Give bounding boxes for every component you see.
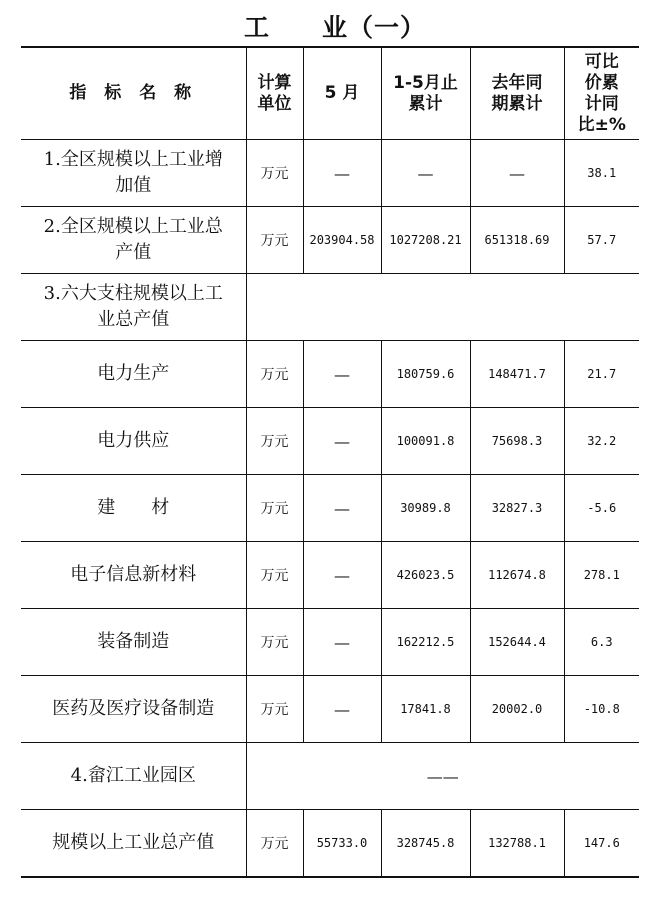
row-name: 电力供应 [21, 408, 246, 475]
table-row [21, 810, 639, 878]
row-name: 4.畲江工业园区 [21, 743, 246, 810]
table-row [21, 341, 639, 408]
row-name: 3.六大支柱规模以上工 业总产值 [21, 274, 246, 341]
row-ytd: 180759.6 [381, 341, 470, 408]
table-row [21, 475, 639, 542]
row-last-ytd: 132788.1 [470, 810, 564, 878]
row-may: 203904.58 [303, 207, 381, 274]
row-ytd: 100091.8 [381, 408, 470, 475]
industry-table [21, 46, 639, 878]
row-unit: 万元 [246, 542, 303, 609]
row-pct: 38.1 [564, 140, 639, 207]
row-merged-dash: —— [246, 743, 639, 810]
table-row [21, 408, 639, 475]
row-unit: 万元 [246, 810, 303, 878]
row-name: 1.全区规模以上工业增 加值 [21, 140, 246, 207]
header-row [21, 47, 639, 140]
table-row [21, 609, 639, 676]
row-may: — [303, 140, 381, 207]
row-ytd: 162212.5 [381, 609, 470, 676]
row-unit: 万元 [246, 676, 303, 743]
row-unit: 万元 [246, 609, 303, 676]
row-unit: 万元 [246, 140, 303, 207]
row-may: — [303, 475, 381, 542]
row-name: 装备制造 [21, 609, 246, 676]
row-last-ytd: 148471.7 [470, 341, 564, 408]
table-row [21, 542, 639, 609]
row-pct: 32.2 [564, 408, 639, 475]
row-ytd: 30989.8 [381, 475, 470, 542]
row-last-ytd: 32827.3 [470, 475, 564, 542]
header-yoy-pct: 可比 价累 计同 比±% [564, 47, 639, 140]
row-ytd: 17841.8 [381, 676, 470, 743]
header-unit: 计算 单位 [246, 47, 303, 140]
row-ytd: 426023.5 [381, 542, 470, 609]
row-unit: 万元 [246, 341, 303, 408]
row-may: — [303, 676, 381, 743]
row-last-ytd: 75698.3 [470, 408, 564, 475]
row-empty-span [246, 274, 639, 341]
row-unit: 万元 [246, 207, 303, 274]
row-unit: 万元 [246, 475, 303, 542]
row-last-ytd: 112674.8 [470, 542, 564, 609]
row-pct: 147.6 [564, 810, 639, 878]
row-pct: 6.3 [564, 609, 639, 676]
table-row [21, 676, 639, 743]
row-name: 电力生产 [21, 341, 246, 408]
header-ytd: 1-5月止 累计 [381, 47, 470, 140]
table-row [21, 743, 639, 810]
row-last-ytd: 152644.4 [470, 609, 564, 676]
row-may: — [303, 609, 381, 676]
row-ytd: 328745.8 [381, 810, 470, 878]
row-may: — [303, 542, 381, 609]
row-name: 电子信息新材料 [21, 542, 246, 609]
row-name: 医药及医疗设备制造 [21, 676, 246, 743]
page-title: 工 业（一） [243, 13, 426, 42]
row-name: 规模以上工业总产值 [21, 810, 246, 878]
row-pct: 278.1 [564, 542, 639, 609]
header-last-year-ytd: 去年同 期累计 [470, 47, 564, 140]
row-last-ytd: — [470, 140, 564, 207]
row-may: — [303, 408, 381, 475]
table-row [21, 140, 639, 207]
row-ytd: 1027208.21 [381, 207, 470, 274]
header-may: 5 月 [303, 47, 381, 140]
row-pct: 57.7 [564, 207, 639, 274]
row-ytd: — [381, 140, 470, 207]
row-pct: -10.8 [564, 676, 639, 743]
table-row [21, 207, 639, 274]
row-pct: 21.7 [564, 341, 639, 408]
row-name: 2.全区规模以上工业总 产值 [21, 207, 246, 274]
row-pct: -5.6 [564, 475, 639, 542]
row-last-ytd: 20002.0 [470, 676, 564, 743]
row-last-ytd: 651318.69 [470, 207, 564, 274]
row-may: 55733.0 [303, 810, 381, 878]
table-row [21, 274, 639, 341]
row-name: 建 材 [21, 475, 246, 542]
header-indicator-name: 指 标 名 称 [21, 47, 246, 140]
row-may: — [303, 341, 381, 408]
row-unit: 万元 [246, 408, 303, 475]
